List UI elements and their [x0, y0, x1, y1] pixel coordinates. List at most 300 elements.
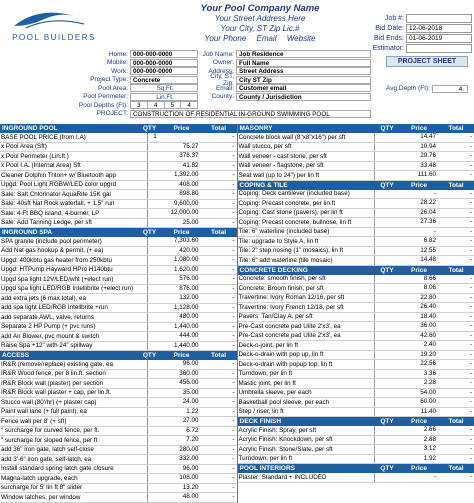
item-price: 19.20 [400, 351, 438, 360]
item-description: Sale: 40sft Nat Rock waterfall, + 1.5" run [0, 200, 147, 207]
qty-input[interactable] [147, 332, 163, 341]
avg-depth-value: 4. [432, 85, 468, 93]
pool-perimeter-field[interactable]: Lin.Ft. [130, 93, 198, 101]
qty-input[interactable] [147, 360, 163, 369]
line-item-row [0, 219, 237, 229]
qty-input[interactable] [374, 332, 400, 341]
qty-input[interactable] [147, 219, 163, 228]
line-item-row [0, 304, 237, 314]
qty-input[interactable] [147, 465, 163, 474]
item-price: 420.00 [163, 247, 201, 256]
line-item-row [0, 446, 237, 456]
qty-input[interactable] [147, 200, 163, 209]
item-total: - [201, 484, 237, 493]
line-item-row [238, 162, 474, 172]
item-description: Upgd: Pool Light RGBW/LED color upgrd [0, 181, 147, 188]
item-description: Sale: Add Tanning Ledge, per sft [0, 219, 147, 226]
qty-input[interactable] [374, 199, 400, 208]
item-price: 876.00 [163, 285, 201, 294]
line-item-row [238, 332, 474, 342]
line-item-row [0, 360, 237, 370]
qty-input[interactable] [374, 190, 400, 199]
qty-input[interactable] [147, 323, 163, 332]
item-total: - [201, 200, 237, 209]
line-item-row [238, 228, 474, 238]
item-description: IR&R Block wall plaster + cap, per lin.ft. [0, 389, 147, 396]
item-total: - [201, 256, 237, 265]
owner-field[interactable]: Full Name [236, 59, 371, 67]
line-item-row [238, 237, 474, 247]
qty-input[interactable] [147, 247, 163, 256]
item-description: Turndown, per lin ft [238, 455, 375, 462]
item-total: - [201, 446, 237, 455]
logo-text: POOL BUILDERS [12, 33, 96, 42]
qty-input[interactable] [374, 322, 400, 331]
section-title: ACCESS [0, 352, 137, 359]
section-header-deck-finish [238, 417, 474, 426]
item-price: 6.72 [163, 427, 201, 436]
item-total: - [201, 427, 237, 436]
line-item-row [0, 200, 237, 210]
item-price: 280.00 [163, 446, 201, 455]
item-price: 111.60 [400, 171, 438, 180]
qty-input[interactable] [147, 285, 163, 294]
item-price: 28.22 [400, 199, 438, 208]
item-total: - [438, 256, 474, 265]
qty-input[interactable] [147, 266, 163, 275]
item-total: - [438, 313, 474, 322]
item-price: 41.82 [163, 162, 201, 171]
qty-input[interactable] [374, 256, 400, 265]
item-description: add 36" iron gate, latch self-close [0, 446, 147, 453]
job-no-field[interactable] [406, 14, 472, 23]
qty-input[interactable] [147, 162, 163, 171]
item-description: IR&R Block wall (plaster) per section [0, 380, 147, 387]
item-description: Coping: Deck cantilever (included base) [238, 190, 375, 197]
item-total: - [201, 152, 237, 161]
qty-input[interactable] [147, 275, 163, 284]
qty-input[interactable] [374, 473, 400, 482]
section-title: INGROUND SPA [0, 229, 137, 236]
item-price: 36.00 [400, 322, 438, 331]
qty-input[interactable] [374, 389, 400, 398]
qty-input[interactable] [374, 426, 400, 435]
item-description: Concrete block wall (8"x8"x16") per sft [238, 134, 375, 141]
item-total: - [201, 332, 237, 341]
qty-input[interactable] [147, 313, 163, 322]
item-description: Pre-Cast concrete pad Ulite 2'x3', ea [238, 332, 375, 339]
address-label: Address: [198, 68, 236, 75]
qty-input[interactable] [147, 455, 163, 464]
qty-input[interactable] [374, 143, 400, 152]
item-total: - [438, 171, 474, 180]
line-item-row [0, 427, 237, 437]
item-description: Basketball pool sleeve, per each [238, 399, 375, 406]
line-item-row [0, 266, 237, 276]
price-header: Price [400, 267, 438, 274]
qty-input[interactable] [374, 379, 400, 388]
item-description: add Air Blower, pvc mount & switch [0, 333, 147, 340]
section-header-inground-spa [0, 228, 237, 237]
line-item-row [0, 436, 237, 446]
line-item-row [238, 455, 474, 465]
address-field[interactable]: Street Address [236, 67, 371, 75]
section-header-masonry [238, 124, 474, 133]
item-description: Separate 2 HP Pump (+ pvc runs) [0, 323, 147, 330]
item-total: - [438, 294, 474, 303]
qty-input[interactable] [147, 427, 163, 436]
item-description: Acrylic Finish: Spray, per sft [238, 427, 375, 434]
city-field[interactable]: City ST Zip [236, 76, 371, 84]
qty-input[interactable] [374, 360, 400, 369]
qty-input[interactable] [374, 209, 400, 218]
qty-input[interactable] [147, 152, 163, 161]
qty-input[interactable] [147, 408, 163, 417]
depth-4[interactable]: 4 [181, 102, 197, 108]
section-title: COPING & TILE [238, 182, 375, 189]
price-header: Price [400, 182, 438, 189]
item-description: Wall stucco, per sft [238, 143, 375, 150]
item-price: 1.22 [163, 408, 201, 417]
item-price: 60.00 [400, 398, 438, 407]
item-total: - [438, 133, 474, 142]
item-total: - [201, 360, 237, 369]
qty-input[interactable] [374, 294, 400, 303]
item-description: Tile: 2" step nosing (1" mosaics), lin ft [238, 247, 375, 254]
qty-input[interactable] [147, 474, 163, 483]
line-item-row [238, 445, 474, 455]
line-item-row [0, 379, 237, 389]
item-price: 576.00 [163, 275, 201, 284]
item-description: Deck-o-joint, per lin ft [238, 342, 375, 349]
section-title: MASONRY [238, 125, 375, 132]
line-item-row [0, 143, 237, 153]
item-description: Umbrella sleeve, per each [238, 389, 375, 396]
item-total: - [438, 162, 474, 171]
item-total: - [201, 398, 237, 407]
line-item-row [238, 133, 474, 143]
item-total: - [201, 275, 237, 284]
price-header: Price [163, 229, 201, 236]
job-name-field[interactable]: Job Residence [236, 50, 371, 58]
item-description: Coping: Precast concrete, per lin.ft [238, 200, 375, 207]
item-description: Upgd spa light 12V/LED/wht (+elect run) [0, 276, 147, 283]
city-label: City, ST, Zip: [198, 73, 236, 87]
item-total: - [438, 379, 474, 388]
qty-input[interactable] [147, 190, 163, 199]
item-price: 898.80 [163, 190, 201, 199]
section-header-inground-pool [0, 124, 237, 133]
item-total: - [201, 474, 237, 483]
item-price: 10.94 [400, 143, 438, 152]
item-description: SPA granite (include pool perimeter) [0, 238, 147, 245]
item-price: 48.00 [163, 493, 201, 502]
item-description: Raise Spa +12" with 24" spillway [0, 342, 147, 349]
qty-input[interactable] [147, 389, 163, 398]
pool-depths-fields[interactable] [130, 101, 198, 109]
item-price: 3.36 [400, 370, 438, 379]
job-name-label: Job Name: [198, 51, 236, 58]
company-phone: Your Phone [204, 34, 246, 43]
line-item-row [238, 143, 474, 153]
qty-input[interactable] [374, 218, 400, 227]
qty-input[interactable] [147, 493, 163, 502]
company-address: Your Street Address Here [175, 14, 345, 24]
line-item-row [0, 133, 237, 143]
project-type-select[interactable]: Concrete [130, 76, 198, 84]
mobile-field[interactable]: 000-000-0000 [130, 59, 198, 67]
item-price: 456.00 [163, 379, 201, 388]
item-price: 11.40 [400, 408, 438, 417]
qty-input[interactable] [374, 398, 400, 407]
item-description: BASE POOL PRICE (from I.A) [0, 134, 147, 141]
qty-input[interactable] [374, 284, 400, 293]
pool-area-label: Pool Area: [0, 85, 130, 92]
item-total: - [438, 426, 474, 435]
item-total: - [201, 417, 237, 426]
item-description: Window latches, per window [0, 494, 147, 501]
item-total: - [438, 360, 474, 369]
county-field[interactable]: County / Jurisdiction [236, 93, 371, 101]
item-total: - [438, 455, 474, 464]
qty-input[interactable] [147, 237, 163, 246]
qty-input[interactable] [147, 294, 163, 303]
item-total: - [438, 275, 474, 284]
depth-2[interactable]: 4 [148, 102, 165, 108]
avg-depth-label: Avg.Depth (Ft): [370, 85, 432, 92]
line-item-row [0, 275, 237, 285]
item-price: 75.27 [163, 143, 201, 152]
qty-input[interactable] [374, 436, 400, 445]
item-description: Deck-o-drain with popup top, lin ft [238, 361, 375, 368]
line-item-row [238, 284, 474, 294]
owner-label: Owner: [198, 59, 236, 66]
item-price: 13.20 [163, 484, 201, 493]
item-price: 27.36 [400, 218, 438, 227]
item-total: - [201, 304, 237, 313]
qty-input[interactable] [374, 370, 400, 379]
section-header-coping-tile [238, 181, 474, 190]
line-item-row [0, 162, 237, 172]
qty-input[interactable] [374, 152, 400, 161]
qty-input[interactable] [374, 228, 400, 237]
section-title: INGROUND POOL [0, 125, 137, 132]
email-field[interactable]: Customer email [236, 84, 371, 92]
item-total: - [438, 152, 474, 161]
line-item-row [0, 474, 237, 484]
qty-header: QTY [374, 182, 400, 189]
qty-header: QTY [137, 229, 163, 236]
item-description: Install standard spring latch gate closure [0, 465, 147, 472]
project-sheet-button[interactable]: PROJECT SHEET [386, 56, 468, 67]
company-website: Website [287, 34, 316, 43]
line-item-row [238, 360, 474, 370]
line-item-row [238, 247, 474, 257]
item-total: - [438, 398, 474, 407]
company-email: Email [257, 34, 277, 43]
item-price: - [400, 190, 438, 199]
line-item-row [238, 398, 474, 408]
item-total: - [438, 473, 474, 482]
qty-input[interactable] [374, 445, 400, 454]
bid-ends-field[interactable]: 01-06-2019 [406, 34, 472, 43]
item-description: IR&R Wood fence, per 8 lin.ft. section [0, 370, 147, 377]
item-description: Add Nat gas hookup & permit, (+ ea) [0, 247, 147, 254]
item-description: add separate AWL, valve, returns [0, 314, 147, 321]
item-total: - [438, 143, 474, 152]
pool-area-field[interactable]: Sq.Ft. [130, 84, 198, 92]
item-total: - [201, 266, 237, 275]
qty-header: QTY [374, 418, 400, 425]
qty-input[interactable] [147, 143, 163, 152]
qty-input[interactable] [147, 304, 163, 313]
qty-header: QTY [374, 267, 400, 274]
item-description: Deck-o-drain with pop up, lin ft [238, 351, 375, 358]
item-price: 22.56 [400, 360, 438, 369]
total-header: Total [438, 465, 474, 472]
bid-ends-label: Bid Ends: [370, 35, 406, 42]
home-field[interactable]: 000-000-0000 [130, 50, 198, 58]
item-total: - [201, 389, 237, 398]
total-header: Total [201, 352, 237, 359]
qty-input[interactable]: 1 [147, 133, 163, 142]
item-price: 12,000.00 [163, 209, 201, 218]
item-total: - [438, 445, 474, 454]
qty-header: QTY [374, 125, 400, 132]
item-description: x Pool I.A. (Internal Area) Sft [0, 162, 147, 169]
line-item-row [238, 379, 474, 389]
item-description: Wall veneer - flagstone, per sft [238, 162, 375, 169]
depth-1[interactable]: 3 [131, 102, 148, 108]
qty-input[interactable] [374, 171, 400, 180]
item-total: - [201, 133, 237, 142]
total-header: Total [438, 418, 474, 425]
qty-input[interactable] [147, 181, 163, 190]
qty-input[interactable] [374, 275, 400, 284]
line-item-row [238, 152, 474, 162]
line-item-row [238, 370, 474, 380]
bid-date-field[interactable]: 12-06-2018 [406, 24, 472, 33]
price-header: Price [400, 465, 438, 472]
item-price: 6.82 [400, 237, 438, 246]
qty-input[interactable] [147, 398, 163, 407]
work-field[interactable]: 000-000-0000 [130, 67, 198, 75]
item-price: 18.40 [400, 313, 438, 322]
line-item-row [0, 408, 237, 418]
item-price: 14.48 [400, 256, 438, 265]
qty-input[interactable] [374, 133, 400, 142]
qty-input[interactable] [374, 351, 400, 360]
qty-input[interactable] [147, 379, 163, 388]
item-price: 1,392.00 [163, 171, 201, 180]
right-column [238, 124, 474, 503]
item-description: Paint wall lane (+ full paint), ea [0, 408, 147, 415]
project-field[interactable]: CONSTRUCTION OF RESIDENTIAL IN-GROUND SWIMMING POOL [130, 110, 371, 118]
qty-input[interactable] [374, 303, 400, 312]
qty-input[interactable] [374, 408, 400, 417]
item-description: Coping: Cast stone (pavers), per lin ft [238, 209, 375, 216]
line-item-row [0, 190, 237, 200]
item-price: 96.00 [163, 360, 201, 369]
item-price: 29.76 [400, 152, 438, 161]
line-item-row [0, 465, 237, 475]
item-price: 9,600.00 [163, 200, 201, 209]
item-description: add extra jets (6 max total), ea [0, 295, 147, 302]
qty-input[interactable] [147, 342, 163, 351]
item-description: Tile: upgrade to Style A, lin ft [238, 238, 375, 245]
item-description: Pavers: Tan/Clay A, per sft [238, 313, 375, 320]
section-header-access [0, 351, 237, 360]
bid-date-label: Bid Date: [370, 25, 406, 32]
item-price: 3.12 [400, 445, 438, 454]
item-price: 108.00 [163, 474, 201, 483]
total-header: Total [201, 229, 237, 236]
item-description: Sale: 4 Ft BBQ island, 4-burner, LP [0, 210, 147, 217]
item-total: - [201, 342, 237, 351]
qty-input[interactable] [147, 370, 163, 379]
qty-input[interactable] [147, 436, 163, 445]
item-total: - [201, 408, 237, 417]
line-item-row [0, 294, 237, 304]
price-header: Price [400, 125, 438, 132]
qty-input[interactable] [147, 171, 163, 180]
item-total: - [201, 285, 237, 294]
qty-input[interactable] [374, 247, 400, 256]
qty-input[interactable] [374, 237, 400, 246]
line-item-row [0, 342, 237, 352]
item-price: 96.00 [163, 465, 201, 474]
qty-input[interactable] [374, 313, 400, 322]
item-total: - [201, 294, 237, 303]
qty-input[interactable] [374, 455, 400, 464]
qty-input[interactable] [147, 446, 163, 455]
qty-input[interactable] [374, 162, 400, 171]
price-header: Price [400, 418, 438, 425]
item-price: 1,620.00 [163, 266, 201, 275]
qty-input[interactable] [147, 417, 163, 426]
qty-input[interactable] [147, 209, 163, 218]
company-name: Your Pool Company Name [175, 3, 345, 14]
qty-input[interactable] [374, 341, 400, 350]
section-title: POOL INTERIORS [238, 465, 375, 472]
total-header: Total [201, 125, 237, 132]
company-city: Your City, ST Zip Lic.# [175, 24, 345, 34]
line-item-row [238, 389, 474, 399]
item-description: surcharge for 5' lin ft 8" slider [0, 484, 147, 491]
total-header: Total [438, 267, 474, 274]
line-item-row [0, 285, 237, 295]
qty-input[interactable] [147, 256, 163, 265]
item-total: - [438, 341, 474, 350]
item-description: Fence wall per 8' (+ sft) [0, 418, 147, 425]
depth-3[interactable]: 5 [165, 102, 182, 108]
line-item-row [0, 493, 237, 503]
item-total: - [201, 162, 237, 171]
item-price: 26.40 [400, 303, 438, 312]
item-total: - [201, 436, 237, 445]
item-description: x Pool Perimeter (Lin.ft.) [0, 153, 147, 160]
section-title: CONCRETE DECKING [238, 267, 375, 274]
item-description: Tile: 6" waterline (included base) [238, 228, 375, 235]
item-description: " surcharge for sloped fence, per ft [0, 437, 147, 444]
line-item-row [0, 209, 237, 219]
item-price: 1,440.00 [163, 323, 201, 332]
item-price: 25.00 [163, 219, 201, 228]
item-description: Concrete: smooth finish, per sft [238, 275, 375, 282]
line-item-row [0, 247, 237, 257]
item-total: - [438, 332, 474, 341]
item-description: Acrylic Finish: Knockdown, per sft [238, 436, 375, 443]
